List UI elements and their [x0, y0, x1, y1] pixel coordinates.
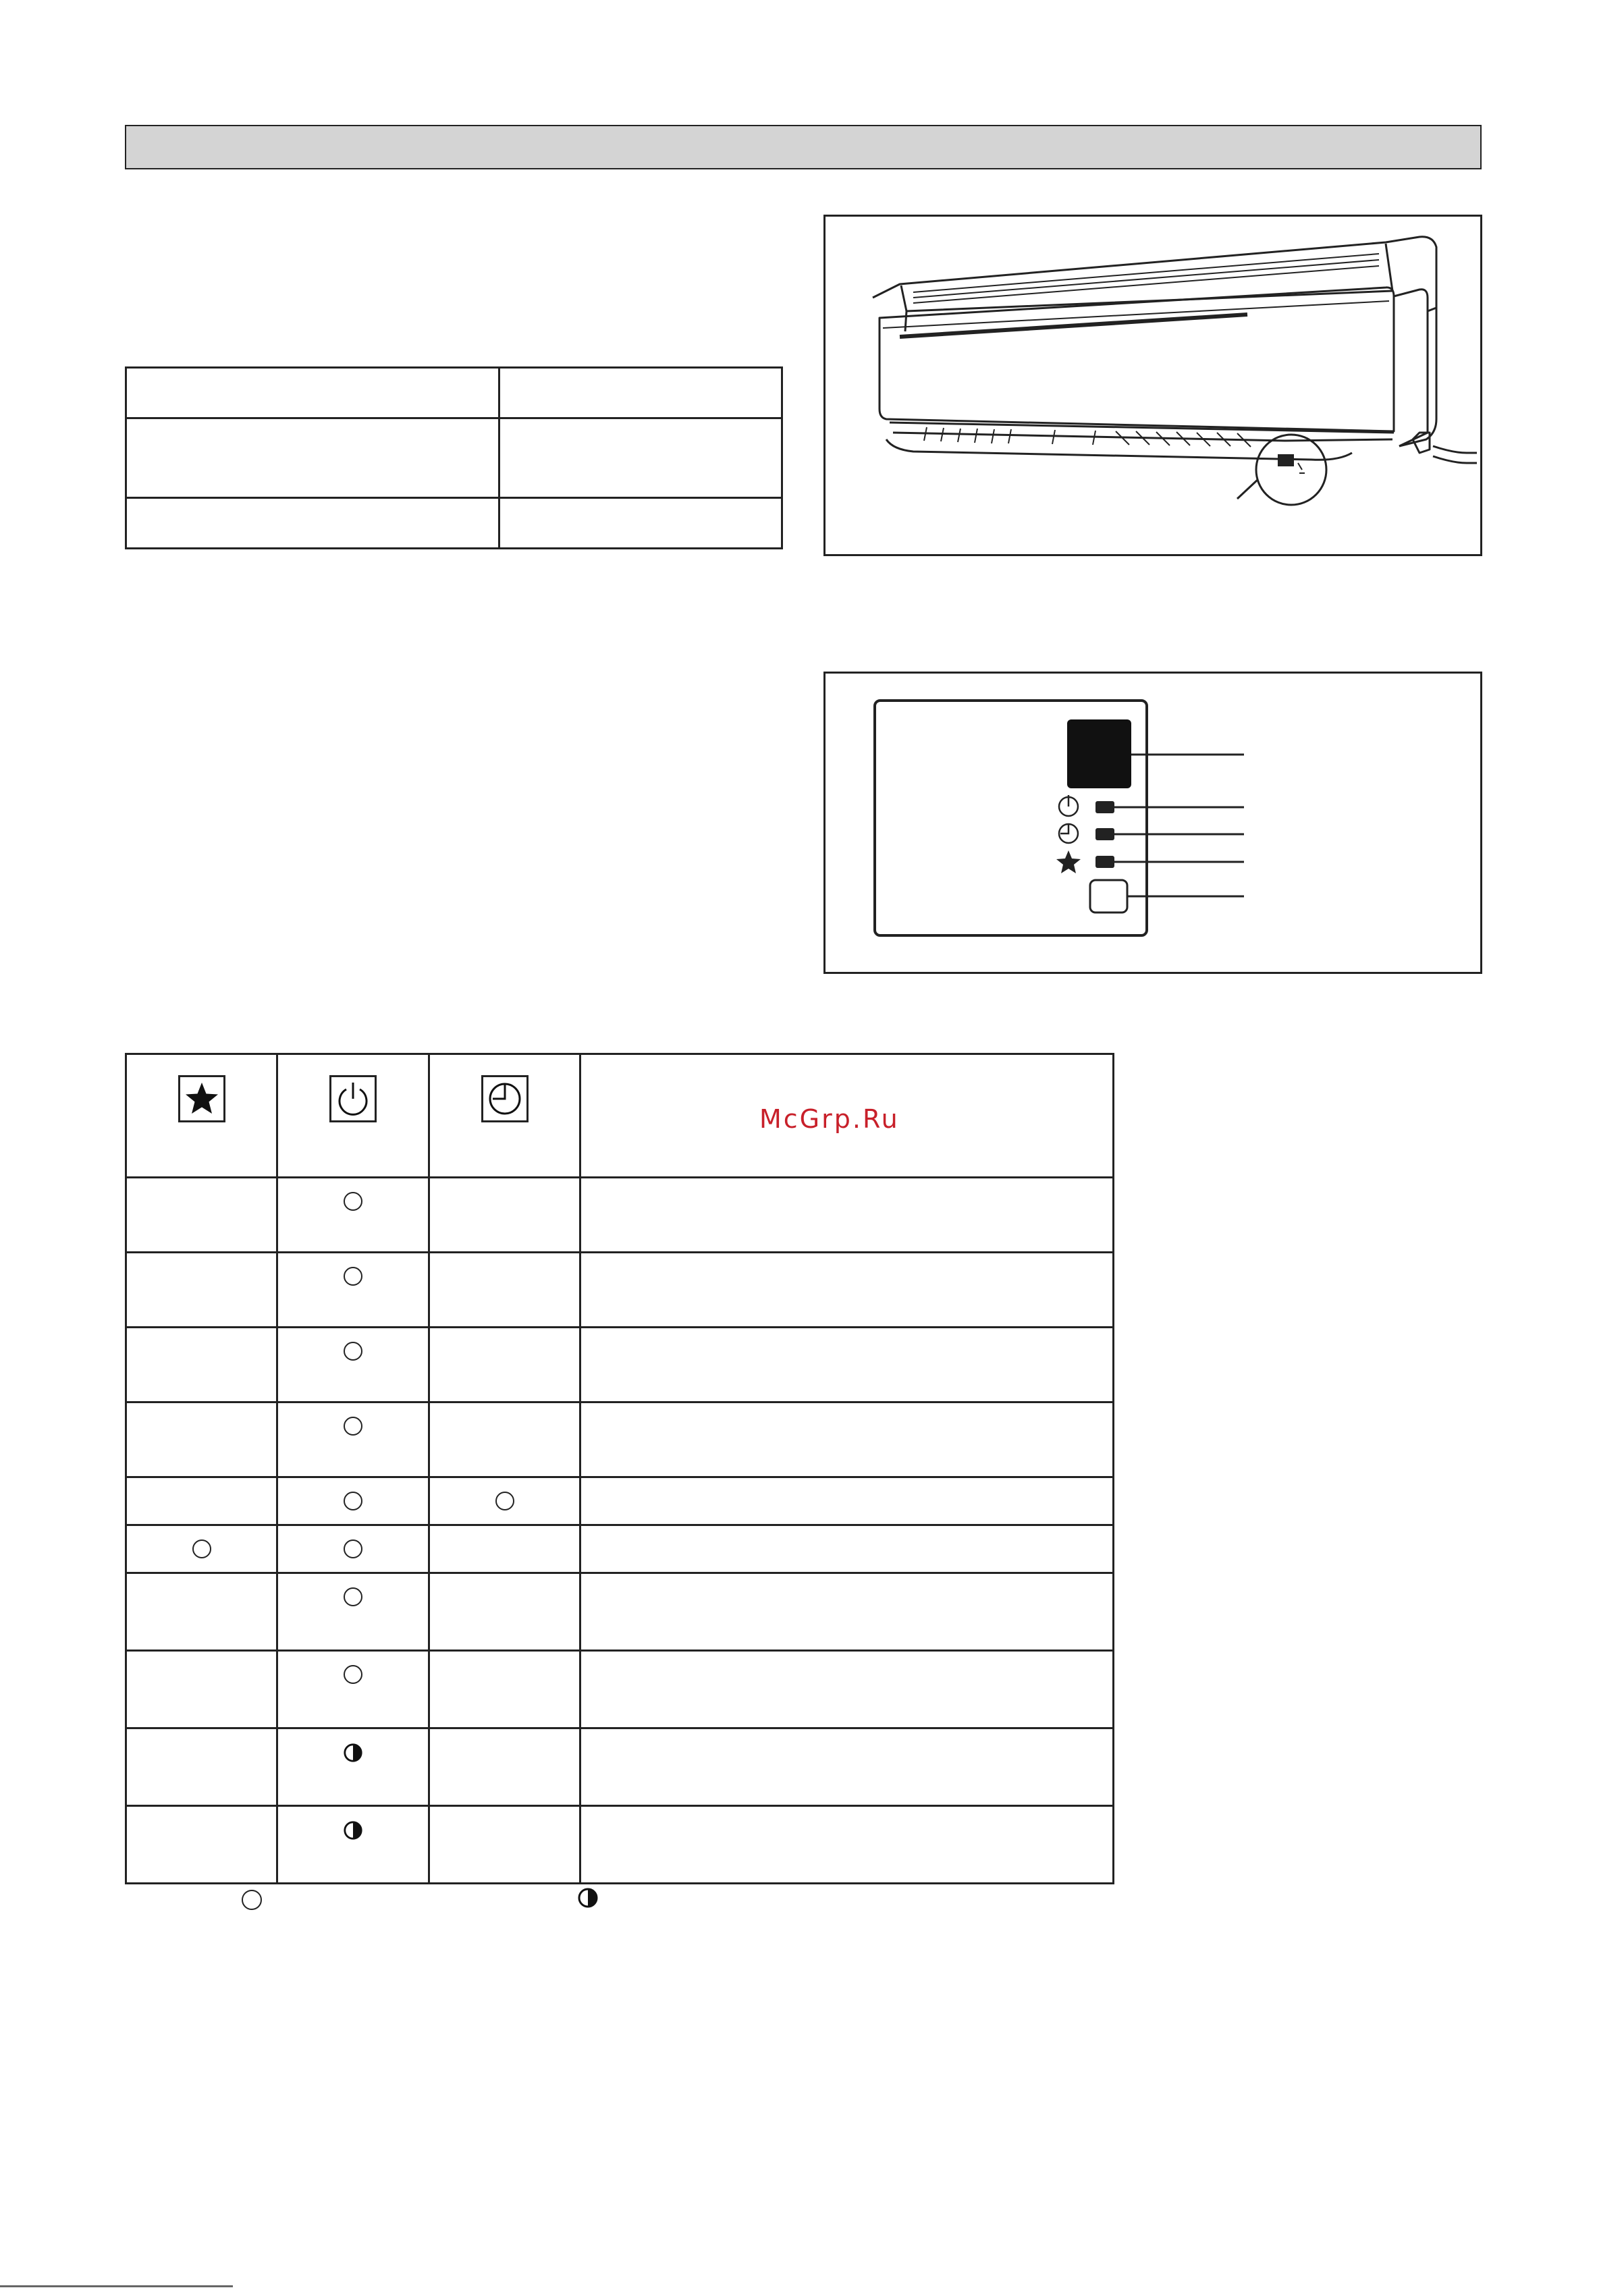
lamp-cell-timer — [429, 1651, 580, 1728]
lamp-cell-star — [126, 1525, 277, 1573]
legend-lamp-blink — [577, 1887, 599, 1912]
description-cell — [580, 1806, 1114, 1884]
description-cell — [580, 1253, 1114, 1328]
lamp-cell-star — [126, 1806, 277, 1884]
lamp-cell-timer — [429, 1178, 580, 1253]
watermark: McGrp.Ru — [759, 1104, 900, 1134]
lamp-cell-power — [277, 1178, 429, 1253]
lamp-on-icon — [344, 1342, 362, 1361]
description-cell — [580, 1178, 1114, 1253]
lamp-on-icon — [192, 1539, 211, 1558]
table-cell — [126, 368, 499, 418]
lamp-on-icon — [242, 1890, 262, 1910]
description-cell — [580, 1525, 1114, 1573]
table-row — [126, 1651, 1114, 1728]
description-cell — [580, 1402, 1114, 1477]
table-row — [126, 1806, 1114, 1884]
indoor-unit-figure — [823, 215, 1482, 556]
table-row — [126, 368, 782, 418]
lamp-cell-timer — [429, 1806, 580, 1884]
lamp-cell-star — [126, 1178, 277, 1253]
timer-icon — [481, 1075, 529, 1122]
lamp-on-icon — [344, 1539, 362, 1558]
lamp-cell-timer — [429, 1525, 580, 1573]
lamp-cell-star — [126, 1651, 277, 1728]
table-cell — [126, 418, 499, 498]
lamp-cell-power — [277, 1328, 429, 1402]
legend-lamp-on — [242, 1890, 262, 1910]
lamp-cell-power — [277, 1477, 429, 1525]
lamp-cell-power — [277, 1525, 429, 1573]
table-cell — [126, 498, 499, 549]
lamp-on-icon — [495, 1492, 514, 1510]
table-header-row — [126, 1054, 1114, 1178]
lamp-cell-power — [277, 1253, 429, 1328]
lamp-cell-star — [126, 1573, 277, 1651]
table-row — [126, 1525, 1114, 1573]
table-cell — [499, 418, 782, 498]
description-cell — [580, 1328, 1114, 1402]
table-row — [126, 1178, 1114, 1253]
table-cell — [499, 498, 782, 549]
table-row — [126, 1573, 1114, 1651]
star-icon — [178, 1075, 225, 1122]
header-timer-cell — [429, 1054, 580, 1178]
power-icon — [329, 1075, 377, 1122]
header-description-cell — [580, 1054, 1114, 1178]
table-row — [126, 418, 782, 498]
lamp-cell-power — [277, 1573, 429, 1651]
table-row — [126, 1402, 1114, 1477]
lamp-on-icon — [344, 1492, 362, 1510]
lamp-status-table — [125, 1053, 1114, 1884]
description-cell — [580, 1651, 1114, 1728]
table-row — [126, 498, 782, 549]
footer-rule — [0, 2285, 233, 2287]
lamp-cell-power — [277, 1806, 429, 1884]
spec-table — [125, 366, 783, 549]
lamp-on-icon — [344, 1665, 362, 1684]
lamp-cell-star — [126, 1477, 277, 1525]
indicator-panel-figure — [823, 672, 1482, 974]
lamp-cell-timer — [429, 1728, 580, 1806]
lamp-blink-icon — [343, 1743, 363, 1763]
lamp-blink-icon — [343, 1820, 363, 1841]
lamp-cell-timer — [429, 1328, 580, 1402]
table-cell — [499, 368, 782, 418]
lamp-cell-star — [126, 1328, 277, 1402]
lamp-cell-power — [277, 1651, 429, 1728]
description-cell — [580, 1573, 1114, 1651]
lamp-on-icon — [344, 1417, 362, 1436]
lamp-on-icon — [344, 1267, 362, 1286]
lamp-cell-star — [126, 1253, 277, 1328]
table-row — [126, 1328, 1114, 1402]
lamp-cell-star — [126, 1402, 277, 1477]
lamp-blink-icon — [577, 1887, 599, 1912]
lamp-cell-timer — [429, 1253, 580, 1328]
table-row — [126, 1477, 1114, 1525]
section-header-bar — [125, 125, 1482, 169]
description-cell — [580, 1477, 1114, 1525]
indicator-panel-diagram — [825, 674, 1480, 972]
lamp-cell-timer — [429, 1477, 580, 1525]
header-power-cell — [277, 1054, 429, 1178]
lamp-cell-star — [126, 1728, 277, 1806]
lamp-cell-timer — [429, 1573, 580, 1651]
table-row — [126, 1728, 1114, 1806]
lamp-on-icon — [344, 1587, 362, 1606]
lamp-cell-timer — [429, 1402, 580, 1477]
description-cell — [580, 1728, 1114, 1806]
lamp-cell-power — [277, 1728, 429, 1806]
header-star-cell — [126, 1054, 277, 1178]
indoor-unit-illustration — [825, 217, 1480, 554]
table-row — [126, 1253, 1114, 1328]
lamp-on-icon — [344, 1192, 362, 1211]
lamp-cell-power — [277, 1402, 429, 1477]
